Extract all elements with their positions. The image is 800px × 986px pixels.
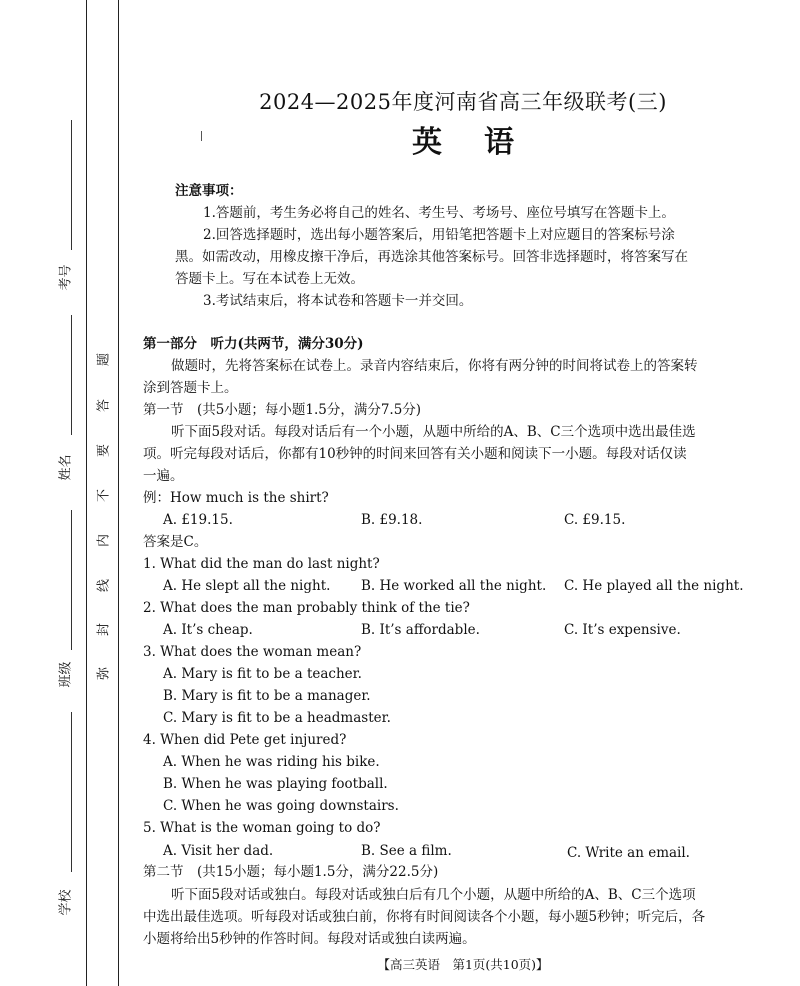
notice-line: 2.回答选择题时，选出每小题答案后，用铅笔把答题卡上对应题目的答案标号涂 — [203, 227, 675, 243]
exam-title: 2024—2025年度河南省高三年级联考(三) — [259, 90, 667, 114]
q3-option-c: C. Mary is fit to be a headmaster. — [163, 710, 391, 726]
school-blank — [71, 712, 72, 872]
q1-option-b: B. He worked all the night. — [361, 578, 547, 594]
example-option-c: C. £9.15. — [564, 512, 626, 528]
scan-mark — [201, 131, 202, 141]
seal-char: 封 — [96, 623, 112, 637]
example-option-b: B. £9.18. — [361, 512, 423, 528]
binding-margin — [0, 0, 130, 986]
q3-option-b: B. Mary is fit to be a manager. — [163, 688, 371, 704]
notice-heading: 注意事项： — [175, 183, 243, 199]
example-option-a: A. £19.15. — [163, 512, 233, 528]
q2-option-c: C. It’s expensive. — [564, 622, 681, 638]
notice-line: 答题卡上。写在本试卷上无效。 — [175, 271, 364, 287]
notice-line: 黑。如需改动，用橡皮擦干净后，再选涂其他答案标号。回答非选择题时，将答案写在 — [175, 249, 688, 265]
section1-intro: 项。听完每段对话后，你都有10秒钟的时间来回答有关小题和阅读下一小题。每段对话仅读 — [143, 446, 687, 462]
section1-intro: 听下面5段对话。每段对话后有一个小题，从题中所给的A、B、C三个选项中选出最佳选 — [171, 424, 696, 440]
question-2: 2. What does the man probably think of the tie? — [143, 600, 470, 616]
name-label: 姓名 — [58, 454, 74, 481]
q3-option-a: A. Mary is fit to be a teacher. — [163, 666, 362, 682]
page-footer: 【高三英语 第1页(共10页)】 — [377, 957, 549, 972]
exam-no-label: 考号 — [58, 264, 74, 291]
question-1: 1. What did the man do last night? — [143, 556, 380, 572]
section1-intro: 一遍。 — [143, 468, 184, 484]
class-blank — [71, 510, 72, 650]
section2-intro: 小题将给出5秒钟的作答时间。每段对话或独白读两遍。 — [143, 931, 476, 947]
seal-char: 线 — [96, 579, 112, 593]
notice-line: 1.答题前，考生务必将自己的姓名、考生号、考场号、座位号填写在答题卡上。 — [203, 205, 675, 221]
question-5: 5. What is the woman going to do? — [143, 820, 381, 836]
part1-intro: 做题时，先将答案标在试卷上。录音内容结束后，你将有两分钟的时间将试卷上的答案转 — [171, 358, 698, 374]
exam-no-blank — [71, 120, 72, 250]
q4-option-a: A. When he was riding his bike. — [163, 754, 380, 770]
question-3: 3. What does the woman mean? — [143, 644, 362, 660]
seal-char: 题 — [96, 353, 112, 367]
margin-line-inner — [118, 0, 119, 986]
question-4: 4. When did Pete get injured? — [143, 732, 347, 748]
part1-heading: 第一部分 听力(共两节，满分30分) — [143, 336, 364, 352]
q5-option-c: C. Write an email. — [567, 845, 690, 861]
q1-option-a: A. He slept all the night. — [163, 578, 331, 594]
seal-char: 弥 — [96, 667, 112, 681]
example-question: 例：How much is the shirt? — [143, 490, 329, 506]
seal-char: 要 — [96, 444, 112, 458]
q4-option-b: B. When he was playing football. — [163, 776, 388, 792]
school-label: 学校 — [58, 889, 74, 916]
section2-heading: 第二节 (共15小题；每小题1.5分，满分22.5分) — [143, 864, 439, 880]
section1-heading: 第一节 (共5小题；每小题1.5分，满分7.5分) — [143, 402, 422, 418]
q1-option-c: C. He played all the night. — [564, 578, 744, 594]
class-label: 班级 — [58, 661, 74, 688]
notice-line: 3.考试结束后，将本试卷和答题卡一并交回。 — [203, 293, 473, 309]
q2-option-a: A. It’s cheap. — [163, 622, 253, 638]
seal-char: 答 — [96, 399, 112, 413]
section2-intro: 中选出最佳选项。听每段对话或独白前，你将有时间阅读各个小题，每小题5秒钟；听完后，各 — [143, 909, 706, 925]
section2-intro: 听下面5段对话或独白。每段对话或独白后有几个小题，从题中所给的A、B、C三个选项 — [171, 887, 696, 903]
example-answer: 答案是C。 — [143, 534, 208, 550]
seal-char: 内 — [96, 534, 112, 548]
subject-title: 英语 — [412, 125, 556, 160]
margin-line-outer — [86, 0, 87, 986]
q5-option-b: B. See a film. — [361, 843, 452, 859]
name-blank-top — [71, 315, 72, 435]
q5-option-a: A. Visit her dad. — [163, 843, 274, 859]
seal-char: 不 — [96, 489, 112, 503]
q4-option-c: C. When he was going downstairs. — [163, 798, 399, 814]
part1-intro: 涂到答题卡上。 — [143, 380, 238, 396]
q2-option-b: B. It’s affordable. — [361, 622, 480, 638]
